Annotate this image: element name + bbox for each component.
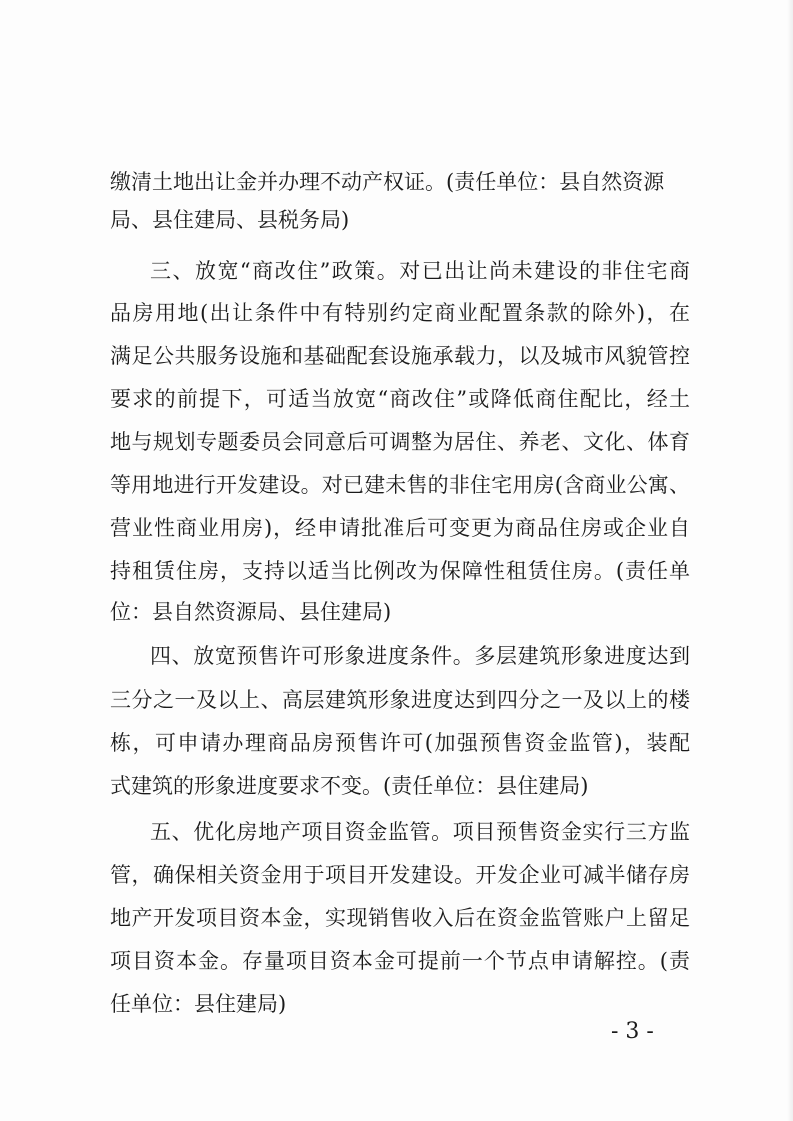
text-line: 管，确保相关资金用于项目开发建设。开发企业可减半储存房 <box>110 863 690 887</box>
text-line: 位：县自然资源局、县住建局) <box>110 600 392 624</box>
text-line: 品房用地(出让条件中有特别约定商业配置条款的除外)，在 <box>110 301 690 325</box>
text-line: 持租赁住房，支持以适当比例改为保障性租赁住房。(责任单 <box>110 559 690 583</box>
section-4-heading-line: 四、放宽预售许可形象进度条件。多层建筑形象进度达到 <box>150 644 690 668</box>
text-line: 项目资本金。存量项目资本金可提前一个节点申请解控。(责 <box>110 949 690 973</box>
text-line: 营业性商业用房)，经申请批准后可变更为商品住房或企业自 <box>110 516 690 540</box>
text-line: 等用地进行开发建设。对已建未售的非住宅用房(含商业公寓、 <box>110 473 690 497</box>
scan-edge-shadow <box>787 0 793 1121</box>
text-line: 满足公共服务设施和基础配套设施承载力，以及城市风貌管控 <box>110 344 690 368</box>
text-line: 栋，可申请办理商品房预售许可(加强预售资金监管)，装配 <box>110 731 690 755</box>
section-3-heading-line: 三、放宽“商改住”政策。对已出让尚未建设的非住宅商 <box>150 259 690 283</box>
text-line: 三分之一及以上、高层建筑形象进度达到四分之一及以上的楼 <box>110 688 690 712</box>
page-number: - 3 - <box>611 1019 654 1044</box>
text-line: 局、县住建局、县税务局) <box>110 208 350 232</box>
text-line: 要求的前提下，可适当放宽“商改住”或降低商住配比，经土 <box>110 387 690 411</box>
text-line: 任单位：县住建局) <box>110 992 287 1016</box>
text-line: 缴清土地出让金并办理不动产权证。(责任单位：县自然资源 <box>110 170 665 194</box>
text-line: 地产开发项目资本金，实现销售收入后在资金监管账户上留足 <box>110 906 690 930</box>
text-line: 式建筑的形象进度要求不变。(责任单位：县住建局) <box>110 774 589 798</box>
section-5-heading-line: 五、优化房地产项目资金监管。项目预售资金实行三方监 <box>150 820 690 844</box>
text-line: 地与规划专题委员会同意后可调整为居住、养老、文化、体育 <box>110 430 690 454</box>
